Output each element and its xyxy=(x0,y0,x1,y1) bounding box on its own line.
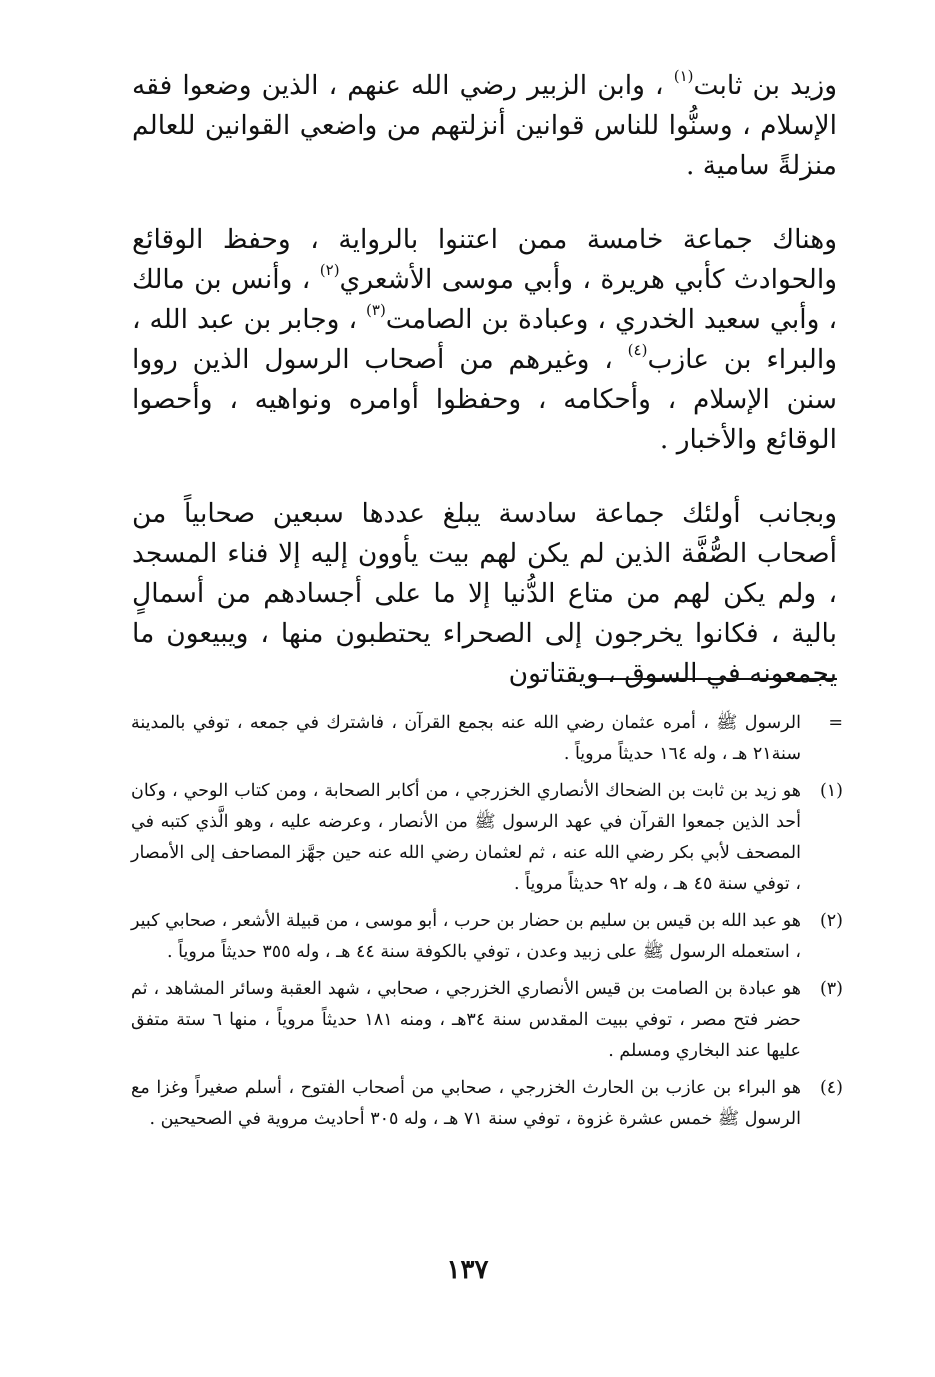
main-text xyxy=(132,66,837,694)
footnotes xyxy=(131,708,843,1141)
footnote-text: هو البراء بن عازب بن الحارث الخزرجي ، صحابي من أصحاب الفتوح ، أسلم صغيراً وغزا مع الرسول ﷺ خمس عشرة غزوة ، توفي سنة ٧١ هـ ، وله ٣٠٥ أحاديث مروية في الصحيحين . xyxy=(131,1078,801,1129)
page-number: ١٣٧ xyxy=(446,1255,489,1285)
footnote-1 xyxy=(131,776,843,900)
paragraph-3-text: وبجانب أولئك جماعة سادسة يبلغ عددها سبعين صحابياً من أصحاب الصُّفَّة الذين لم يكن لهم بيت يأوون إليه إلا فناء المسجد ، ولم يكن لهم من متاع الدُّنيا إلا ما على أجسادهم من أسمالٍ بالية ، فكانوا يخرجون إلى الصحراء يحتطبون منها ، ويبيعون ما يجمعونه في السوق ، ويقتاتون xyxy=(132,498,837,689)
paragraph-2-text: ، وغيرهم من أصحاب الرسول الذين رووا سنن الإسلام ، وأحكامه ، وحفظوا أوامره ونواهيه ، وأحصوا الوقائع والأخبار . xyxy=(132,344,837,455)
footnote-marker: (١) xyxy=(819,781,843,801)
footnote-reference-2: (٢) xyxy=(319,261,340,279)
footnote-marker: (٣) xyxy=(819,979,843,999)
footnote-3 xyxy=(131,974,843,1067)
paragraph-2 xyxy=(132,220,837,460)
footnote-2 xyxy=(131,906,843,968)
footnote-text: هو زيد بن ثابت بن الضحاك الأنصاري الخزرجي ، من أكابر الصحابة ، ومن كتاب الوحي ، وكان أحد الذين جمعوا القرآن في عهد الرسول ﷺ من الأنصار ، وعرضه عليه ، وهو الَّذي كتبه في المصحف لأبي بكر رضي الله عنه ، ثم لعثمان رضي الله عنه حين جهَّز المصاحف إلى الأمصار ، توفي سنة ٤٥ هـ ، وله ٩٢ حديثاً مروياً . xyxy=(131,781,801,894)
footnote-reference-1: (١) xyxy=(673,67,694,85)
footnote-marker: (٤) xyxy=(819,1078,843,1098)
footnote-reference-3: (٣) xyxy=(366,301,386,319)
footnote-text: الرسول ﷺ ، أمره عثمان رضي الله عنه بجمع القرآن ، فاشترك في جمعه ، توفي بالمدينة سنة٢١ هـ ، وله ١٦٤ حديثاً مروياً . xyxy=(131,713,801,764)
footnote-text: هو عبادة بن الصامت بن قيس الأنصاري الخزرجي ، صحابي ، شهد العقبة وسائر المشاهد ، ثم حضر فتح مصر ، توفي ببيت المقدس سنة ٣٤هـ ، ومنه ١٨١ حديثاً مروياً ، منها ٦ ستة متفق عليها عند البخاري ومسلم . xyxy=(131,979,801,1061)
footnote-marker: = xyxy=(828,713,843,733)
paragraph-1 xyxy=(132,66,837,186)
footnote-4 xyxy=(131,1073,843,1135)
paragraph-2-text: ، وجابر بن عبد الله ، والبراء بن عازب xyxy=(132,304,838,375)
footnote-continuation xyxy=(131,708,843,770)
paragraph-1-text: وزيد بن ثابت xyxy=(693,70,837,101)
paragraph-2-text: ، وأنس بن مالك ، وأبي سعيد الخدري ، وعبادة بن الصامت xyxy=(132,264,837,335)
footnote-reference-4: (٤) xyxy=(627,341,648,359)
footnote-marker: (٢) xyxy=(819,911,843,931)
paragraph-1-text: ، وابن الزبير رضي الله عنهم ، الذين وضعوا فقه الإسلام ، وسنُّوا للناس قوانين أنزلتهم من واضعي القوانين للعالم منزلةً سامية . xyxy=(132,70,837,181)
paragraph-3 xyxy=(132,494,837,694)
paragraph-2-text: وهناك جماعة خامسة ممن اعتنوا بالرواية ، وحفظ الوقائع والحوادث كأبي هريرة ، وأبي موسى الأشعري xyxy=(132,224,837,295)
footnote-separator xyxy=(589,678,837,680)
footnote-text: هو عبد الله بن قيس بن سليم بن حضار بن حرب ، أبو موسى ، من قبيلة الأشعر ، صحابي كبير ، استعمله الرسول ﷺ على زبيد وعدن ، توفي بالكوفة سنة ٤٤ هـ ، وله ٣٥٥ حديثاً مروياً . xyxy=(131,911,801,962)
